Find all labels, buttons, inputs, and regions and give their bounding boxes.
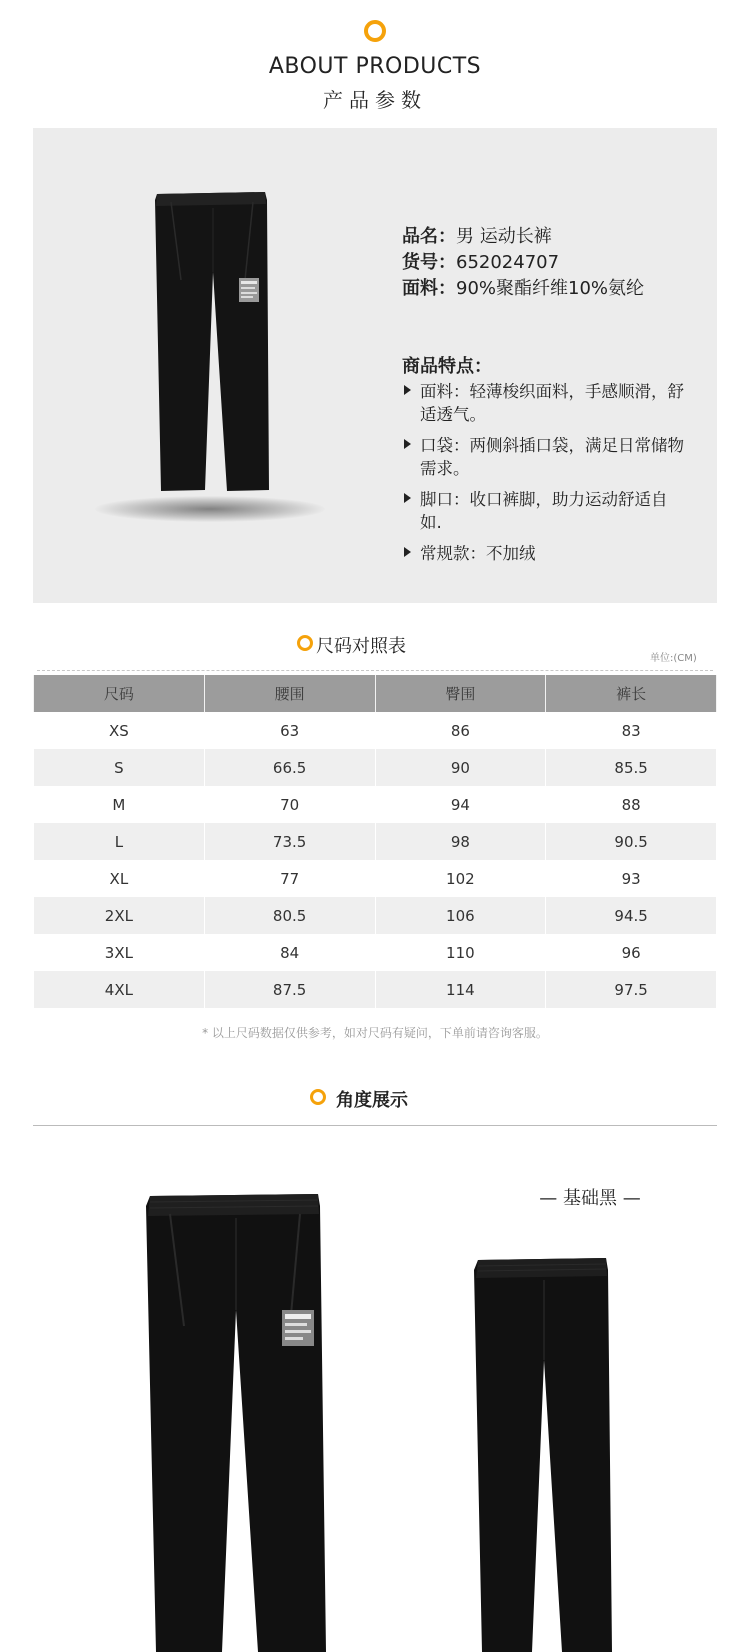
feature-item: [404, 434, 686, 480]
feature-item: [404, 488, 686, 534]
feature-text: 口袋：两侧斜插口袋，满足日常储物需求。: [420, 436, 684, 478]
color-name-label: — 基础黑 —: [539, 1188, 641, 1209]
table-cell: S: [34, 749, 205, 786]
table-row: [34, 897, 717, 934]
table-row: [34, 823, 717, 860]
header-title-en: ABOUT PRODUCTS: [268, 54, 482, 79]
feature-text: 常规款：不加绒: [420, 544, 536, 563]
table-cell: L: [34, 823, 205, 860]
pants-shadow: [95, 496, 325, 522]
table-cell: 96: [546, 934, 717, 971]
product-sku-value: 652024707: [456, 252, 560, 273]
table-row: [34, 749, 717, 786]
accent-ring-icon: [297, 635, 313, 651]
product-sku-label: 货号：: [402, 252, 456, 273]
table-cell: 70: [204, 786, 375, 823]
product-name-row: [402, 222, 552, 248]
column-header: 裤长: [546, 675, 717, 712]
accent-ring-icon: [364, 20, 386, 42]
size-chart-unit: 单位:(CM): [650, 653, 697, 664]
table-cell: 85.5: [546, 749, 717, 786]
bullet-triangle-icon: [404, 385, 411, 395]
pants-front-image: [151, 190, 273, 495]
table-row: [34, 786, 717, 823]
product-fabric-label: 面料：: [402, 278, 456, 299]
product-name-value: 男 运动长裤: [456, 226, 552, 247]
table-cell: 94.5: [546, 897, 717, 934]
table-cell: 110: [375, 934, 546, 971]
feature-text: 脚口：收口裤脚，助力运动舒适自如.: [420, 490, 668, 532]
column-header: 腰围: [204, 675, 375, 712]
accent-ring-icon: [310, 1089, 326, 1105]
table-cell: 90: [375, 749, 546, 786]
table-cell: 77: [204, 860, 375, 897]
feature-item: [404, 380, 686, 426]
table-cell: 106: [375, 897, 546, 934]
table-cell: 4XL: [34, 971, 205, 1008]
bullet-triangle-icon: [404, 547, 411, 557]
table-cell: 94: [375, 786, 546, 823]
table-cell: M: [34, 786, 205, 823]
table-cell: 83: [546, 712, 717, 749]
table-cell: 97.5: [546, 971, 717, 1008]
table-cell: 87.5: [204, 971, 375, 1008]
feature-item: [404, 542, 686, 565]
table-cell: 88: [546, 786, 717, 823]
table-cell: XS: [34, 712, 205, 749]
size-chart-note: * 以上尺码数据仅供参考，如对尺码有疑问，下单前请咨询客服。: [202, 1026, 548, 1040]
table-cell: 90.5: [546, 823, 717, 860]
table-cell: 102: [375, 860, 546, 897]
product-sku-row: [402, 248, 559, 274]
table-cell: 80.5: [204, 897, 375, 934]
table-cell: 86: [375, 712, 546, 749]
table-cell: 2XL: [34, 897, 205, 934]
features-title: 商品特点：: [402, 356, 492, 377]
size-table: [33, 675, 717, 1008]
product-fabric-row: [402, 274, 644, 300]
table-cell: 98: [375, 823, 546, 860]
feature-text: 面料：轻薄梭织面料，手感顺滑，舒适透气。: [420, 382, 684, 424]
table-cell: 93: [546, 860, 717, 897]
table-cell: 66.5: [204, 749, 375, 786]
dashed-divider: [37, 670, 713, 671]
column-header: 臀围: [375, 675, 546, 712]
bullet-triangle-icon: [404, 439, 411, 449]
table-row: [34, 971, 717, 1008]
product-fabric-value: 90%聚酯纤维10%氨纶: [456, 278, 645, 299]
table-cell: 73.5: [204, 823, 375, 860]
table-cell: XL: [34, 860, 205, 897]
table-row: [34, 934, 717, 971]
section-divider: [33, 1125, 717, 1126]
pants-back-image: [472, 1256, 614, 1652]
table-cell: 63: [204, 712, 375, 749]
table-cell: 84: [204, 934, 375, 971]
product-name-label: 品名：: [402, 226, 456, 247]
angle-section-title: 角度展示: [336, 1090, 408, 1111]
pants-large-front-image: [140, 1192, 330, 1652]
table-row: [34, 712, 717, 749]
table-row: [34, 860, 717, 897]
header-title-cn: 产品参数: [323, 88, 427, 112]
table-cell: 3XL: [34, 934, 205, 971]
bullet-triangle-icon: [404, 493, 411, 503]
table-cell: 114: [375, 971, 546, 1008]
size-table-header-row: [34, 675, 717, 712]
size-chart-title: 尺码对照表: [316, 636, 406, 657]
column-header: 尺码: [34, 675, 205, 712]
